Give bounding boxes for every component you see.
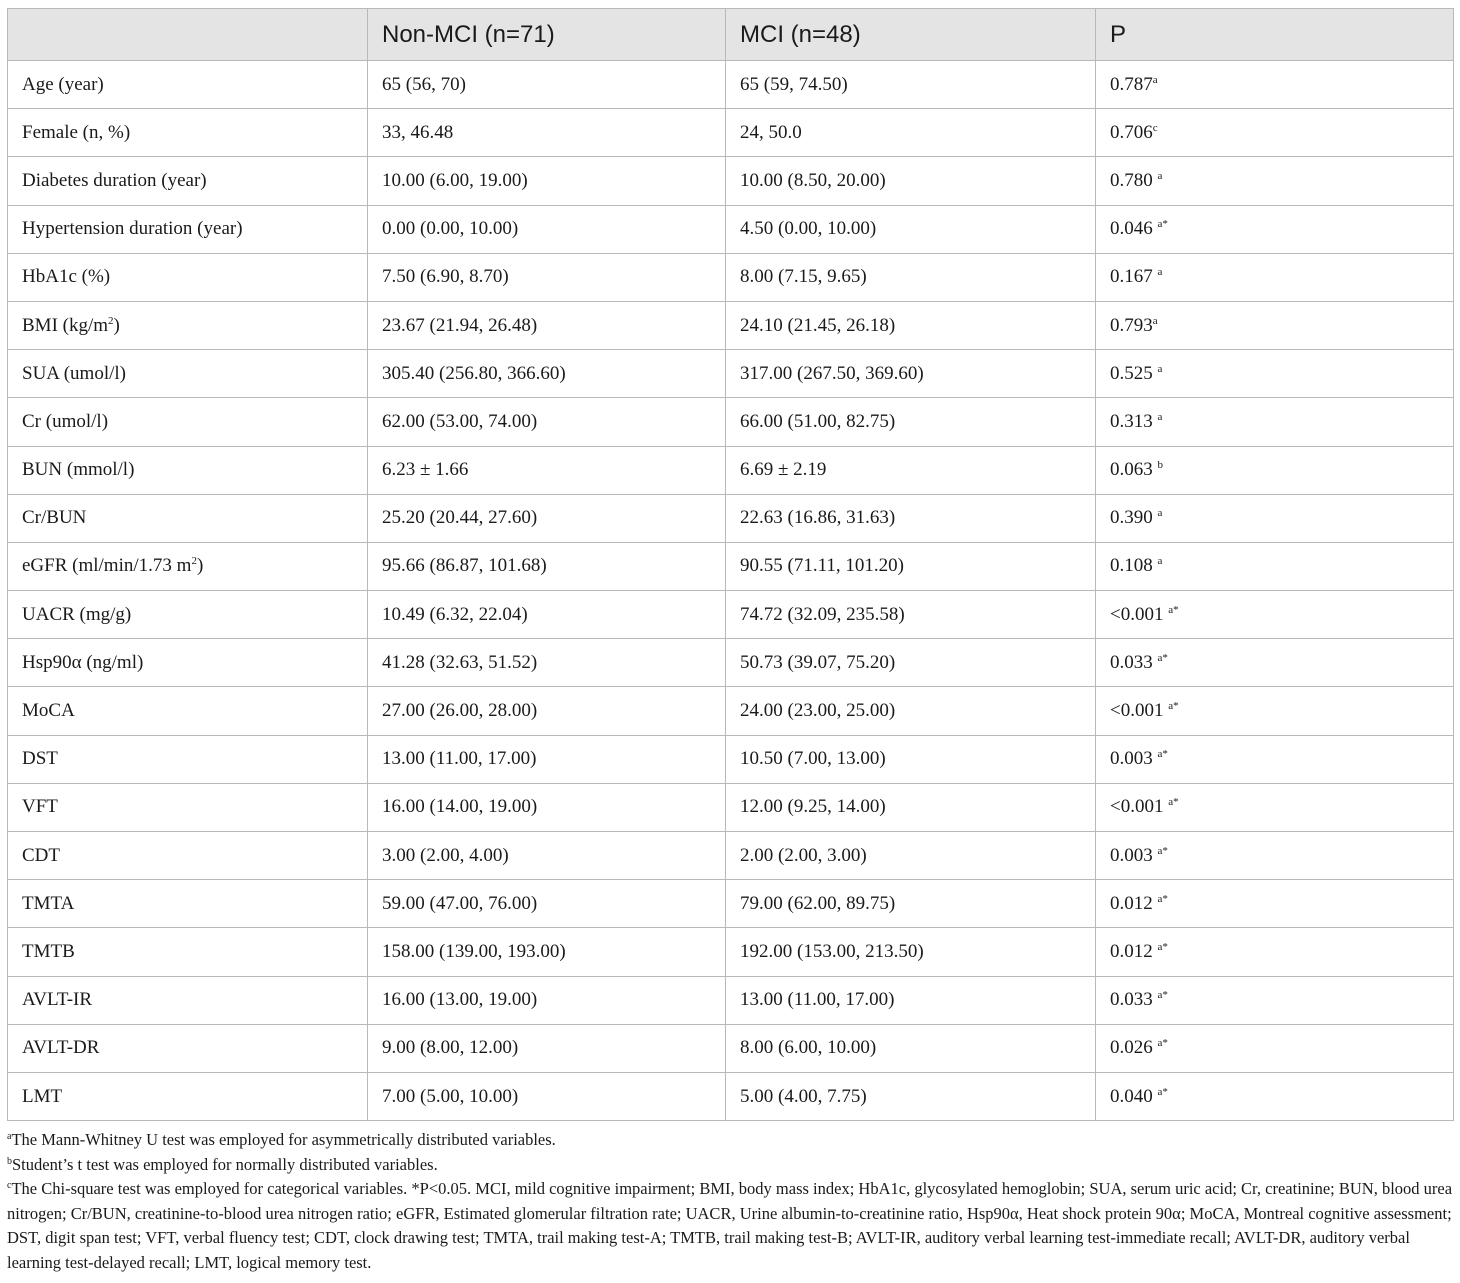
row-label: AVLT-DR [8, 1024, 368, 1072]
p-value-superscript: a* [1157, 892, 1168, 905]
p-value-superscript: a [1152, 73, 1158, 86]
mci-value: 24, 50.0 [726, 109, 1096, 157]
p-value: 0.108 $^a$ [1096, 542, 1454, 590]
non-mci-value: 305.40 (256.80, 366.60) [368, 350, 726, 398]
p-value-superscript: b [1157, 459, 1163, 472]
table-row [8, 494, 1454, 542]
non-mci-value: 10.00 (6.00, 19.00) [368, 157, 726, 205]
row-label: SUA (umol/l) [8, 350, 368, 398]
mci-value: 10.50 (7.00, 13.00) [726, 735, 1096, 783]
p-value: 0.012 $^{a*}$ [1096, 880, 1454, 928]
p-value: 0.313 $^a$ [1096, 398, 1454, 446]
non-mci-value: 158.00 (139.00, 193.00) [368, 928, 726, 976]
mci-value: 8.00 (6.00, 10.00) [726, 1024, 1096, 1072]
header-mci: MCI (n=48) [726, 9, 1096, 61]
non-mci-value: 59.00 (47.00, 76.00) [368, 880, 726, 928]
p-value: 0.706$^c$ [1096, 109, 1454, 157]
row-label: eGFR (ml/min/1.73 $m^2$) [8, 542, 368, 590]
non-mci-value: 6.23 ± 1.66 [368, 446, 726, 494]
p-value: 0.793$^a$ [1096, 301, 1454, 349]
non-mci-value: 9.00 (8.00, 12.00) [368, 1024, 726, 1072]
row-label: BUN (mmol/l) [8, 446, 368, 494]
non-mci-value: 23.67 (21.94, 26.48) [368, 301, 726, 349]
p-value-superscript: a* [1157, 1085, 1168, 1098]
mci-value: 65 (59, 74.50) [726, 61, 1096, 109]
mci-value: 8.00 (7.15, 9.65) [726, 253, 1096, 301]
p-value: 0.033 $^{a*}$ [1096, 976, 1454, 1024]
non-mci-value: 33, 46.48 [368, 109, 726, 157]
row-label: UACR (mg/g) [8, 591, 368, 639]
row-label: Cr (umol/l) [8, 398, 368, 446]
table-row [8, 832, 1454, 880]
mci-value: 10.00 (8.50, 20.00) [726, 157, 1096, 205]
p-value: 0.787$^a$ [1096, 61, 1454, 109]
table-row [8, 639, 1454, 687]
mci-value: 74.72 (32.09, 235.58) [726, 591, 1096, 639]
row-label: TMTA [8, 880, 368, 928]
header-variable [8, 9, 368, 61]
mci-value: 317.00 (267.50, 369.60) [726, 350, 1096, 398]
non-mci-value: 16.00 (14.00, 19.00) [368, 783, 726, 831]
table-row [8, 783, 1454, 831]
p-value-superscript: a* [1157, 651, 1168, 664]
p-value-superscript: a [1157, 169, 1163, 182]
table-row [8, 735, 1454, 783]
non-mci-value: 25.20 (20.44, 27.60) [368, 494, 726, 542]
table-row [8, 350, 1454, 398]
p-value: 0.525 $^a$ [1096, 350, 1454, 398]
p-value-superscript: a* [1157, 748, 1168, 761]
characteristics-table [7, 8, 1454, 1121]
table-row [8, 1024, 1454, 1072]
p-value: 0.063 $^b$ [1096, 446, 1454, 494]
row-label: TMTB [8, 928, 368, 976]
row-label: Hsp90α (ng/ml) [8, 639, 368, 687]
table-footnotes [7, 1128, 1453, 1275]
p-value: 0.026 $^{a*}$ [1096, 1024, 1454, 1072]
p-value: <0.001 $^{a*}$ [1096, 687, 1454, 735]
p-value-superscript: a* [1157, 1037, 1168, 1050]
p-value-superscript: c [1152, 121, 1158, 134]
p-value-superscript: a* [1168, 796, 1179, 809]
p-value-superscript: a* [1157, 940, 1168, 953]
header-p-value: P [1096, 9, 1454, 61]
row-label: MoCA [8, 687, 368, 735]
table-row [8, 1072, 1454, 1120]
mci-value: 13.00 (11.00, 17.00) [726, 976, 1096, 1024]
p-value: <0.001 $^{a*}$ [1096, 783, 1454, 831]
footnote: $^c$The Chi-square test was employed for categorical variables. *P<0.05. MCI, mild cognitive impairment; BMI, body mass index; HbA1c, glycosylated hemoglobin; SUA, serum uric acid; Cr, creatinine; BUN, blood urea nitrogen; Cr/BUN, creatinine-to-blood urea nitrogen ratio; eGFR, Estimated glomerular filtration rate; UACR, Urine albumin-to-creatinine ratio, Hsp90α, Heat shock protein 90α; MoCA, Montreal cognitive assessment; DST, digit span test; VFT, verbal fluency test; CDT, clock drawing test; TMTA, trail making test-A; TMTB, trail making test-B; AVLT-IR, auditory verbal learning test-immediate recall; AVLT-DR, auditory verbal learning test-delayed recall; LMT, logical memory test. [7, 1179, 1453, 1272]
footnote: $^b$Student’s t test was employed for normally distributed variables. [7, 1154, 438, 1174]
p-value: 0.033 $^{a*}$ [1096, 639, 1454, 687]
p-value-superscript: a* [1168, 603, 1179, 616]
mci-value: 24.10 (21.45, 26.18) [726, 301, 1096, 349]
table-row [8, 398, 1454, 446]
row-label: LMT [8, 1072, 368, 1120]
p-value: 0.167 $^a$ [1096, 253, 1454, 301]
p-value: 0.390 $^a$ [1096, 494, 1454, 542]
header-row [8, 9, 1454, 61]
non-mci-value: 65 (56, 70) [368, 61, 726, 109]
mci-value: 66.00 (51.00, 82.75) [726, 398, 1096, 446]
p-value-superscript: a* [1157, 989, 1168, 1002]
row-label: DST [8, 735, 368, 783]
p-value: 0.046 $^{a*}$ [1096, 205, 1454, 253]
mci-value: 79.00 (62.00, 89.75) [726, 880, 1096, 928]
p-value: <0.001 $^{a*}$ [1096, 591, 1454, 639]
p-value-superscript: a [1157, 266, 1163, 279]
table-row [8, 928, 1454, 976]
table-body [8, 61, 1454, 1121]
p-value: 0.780 $^a$ [1096, 157, 1454, 205]
p-value-superscript: a* [1157, 218, 1168, 231]
mci-value: 6.69 ± 2.19 [726, 446, 1096, 494]
p-value: 0.012 $^{a*}$ [1096, 928, 1454, 976]
mci-value: 22.63 (16.86, 31.63) [726, 494, 1096, 542]
row-label: AVLT-IR [8, 976, 368, 1024]
non-mci-value: 13.00 (11.00, 17.00) [368, 735, 726, 783]
mci-value: 50.73 (39.07, 75.20) [726, 639, 1096, 687]
non-mci-value: 10.49 (6.32, 22.04) [368, 591, 726, 639]
p-value: 0.003 $^{a*}$ [1096, 735, 1454, 783]
mci-value: 12.00 (9.25, 14.00) [726, 783, 1096, 831]
p-value-superscript: a* [1168, 700, 1179, 713]
mci-value: 4.50 (0.00, 10.00) [726, 205, 1096, 253]
row-label: Female (n, %) [8, 109, 368, 157]
row-label: BMI $(kg/m^2)$ [8, 301, 368, 349]
row-label: Cr/BUN [8, 494, 368, 542]
non-mci-value: 41.28 (32.63, 51.52) [368, 639, 726, 687]
row-label: HbA1c (%) [8, 253, 368, 301]
p-value: 0.040 $^{a*}$ [1096, 1072, 1454, 1120]
p-value-superscript: a [1152, 314, 1158, 327]
mci-value: 2.00 (2.00, 3.00) [726, 832, 1096, 880]
table-row [8, 591, 1454, 639]
mci-value: 5.00 (4.00, 7.75) [726, 1072, 1096, 1120]
mci-value: 90.55 (71.11, 101.20) [726, 542, 1096, 590]
table-row [8, 253, 1454, 301]
footnote: $^a$The Mann-Whitney U test was employed for asymmetrically distributed variables. [7, 1130, 556, 1149]
row-label: Hypertension duration (year) [8, 205, 368, 253]
non-mci-value: 7.00 (5.00, 10.00) [368, 1072, 726, 1120]
table-row [8, 880, 1454, 928]
table-row [8, 542, 1454, 590]
data-table-container [7, 8, 1453, 1121]
non-mci-value: 0.00 (0.00, 10.00) [368, 205, 726, 253]
non-mci-value: 7.50 (6.90, 8.70) [368, 253, 726, 301]
p-value-superscript: a [1157, 555, 1163, 568]
mci-value: 24.00 (23.00, 25.00) [726, 687, 1096, 735]
row-label: Age (year) [8, 61, 368, 109]
non-mci-value: 3.00 (2.00, 4.00) [368, 832, 726, 880]
p-value-superscript: a [1157, 507, 1163, 520]
table-row [8, 157, 1454, 205]
table-row [8, 301, 1454, 349]
p-value-superscript: a [1157, 362, 1163, 375]
p-value: 0.003 $^{a*}$ [1096, 832, 1454, 880]
p-value-superscript: a [1157, 410, 1163, 423]
row-label: Diabetes duration (year) [8, 157, 368, 205]
p-value-superscript: a* [1157, 844, 1168, 857]
non-mci-value: 16.00 (13.00, 19.00) [368, 976, 726, 1024]
header-non-mci: Non-MCI (n=71) [368, 9, 726, 61]
table-row [8, 446, 1454, 494]
table-row [8, 205, 1454, 253]
non-mci-value: 27.00 (26.00, 28.00) [368, 687, 726, 735]
mci-value: 192.00 (153.00, 213.50) [726, 928, 1096, 976]
table-row [8, 109, 1454, 157]
table-row [8, 61, 1454, 109]
table-row [8, 976, 1454, 1024]
row-label: CDT [8, 832, 368, 880]
non-mci-value: 95.66 (86.87, 101.68) [368, 542, 726, 590]
table-header [8, 9, 1454, 61]
row-label: VFT [8, 783, 368, 831]
table-row [8, 687, 1454, 735]
non-mci-value: 62.00 (53.00, 74.00) [368, 398, 726, 446]
